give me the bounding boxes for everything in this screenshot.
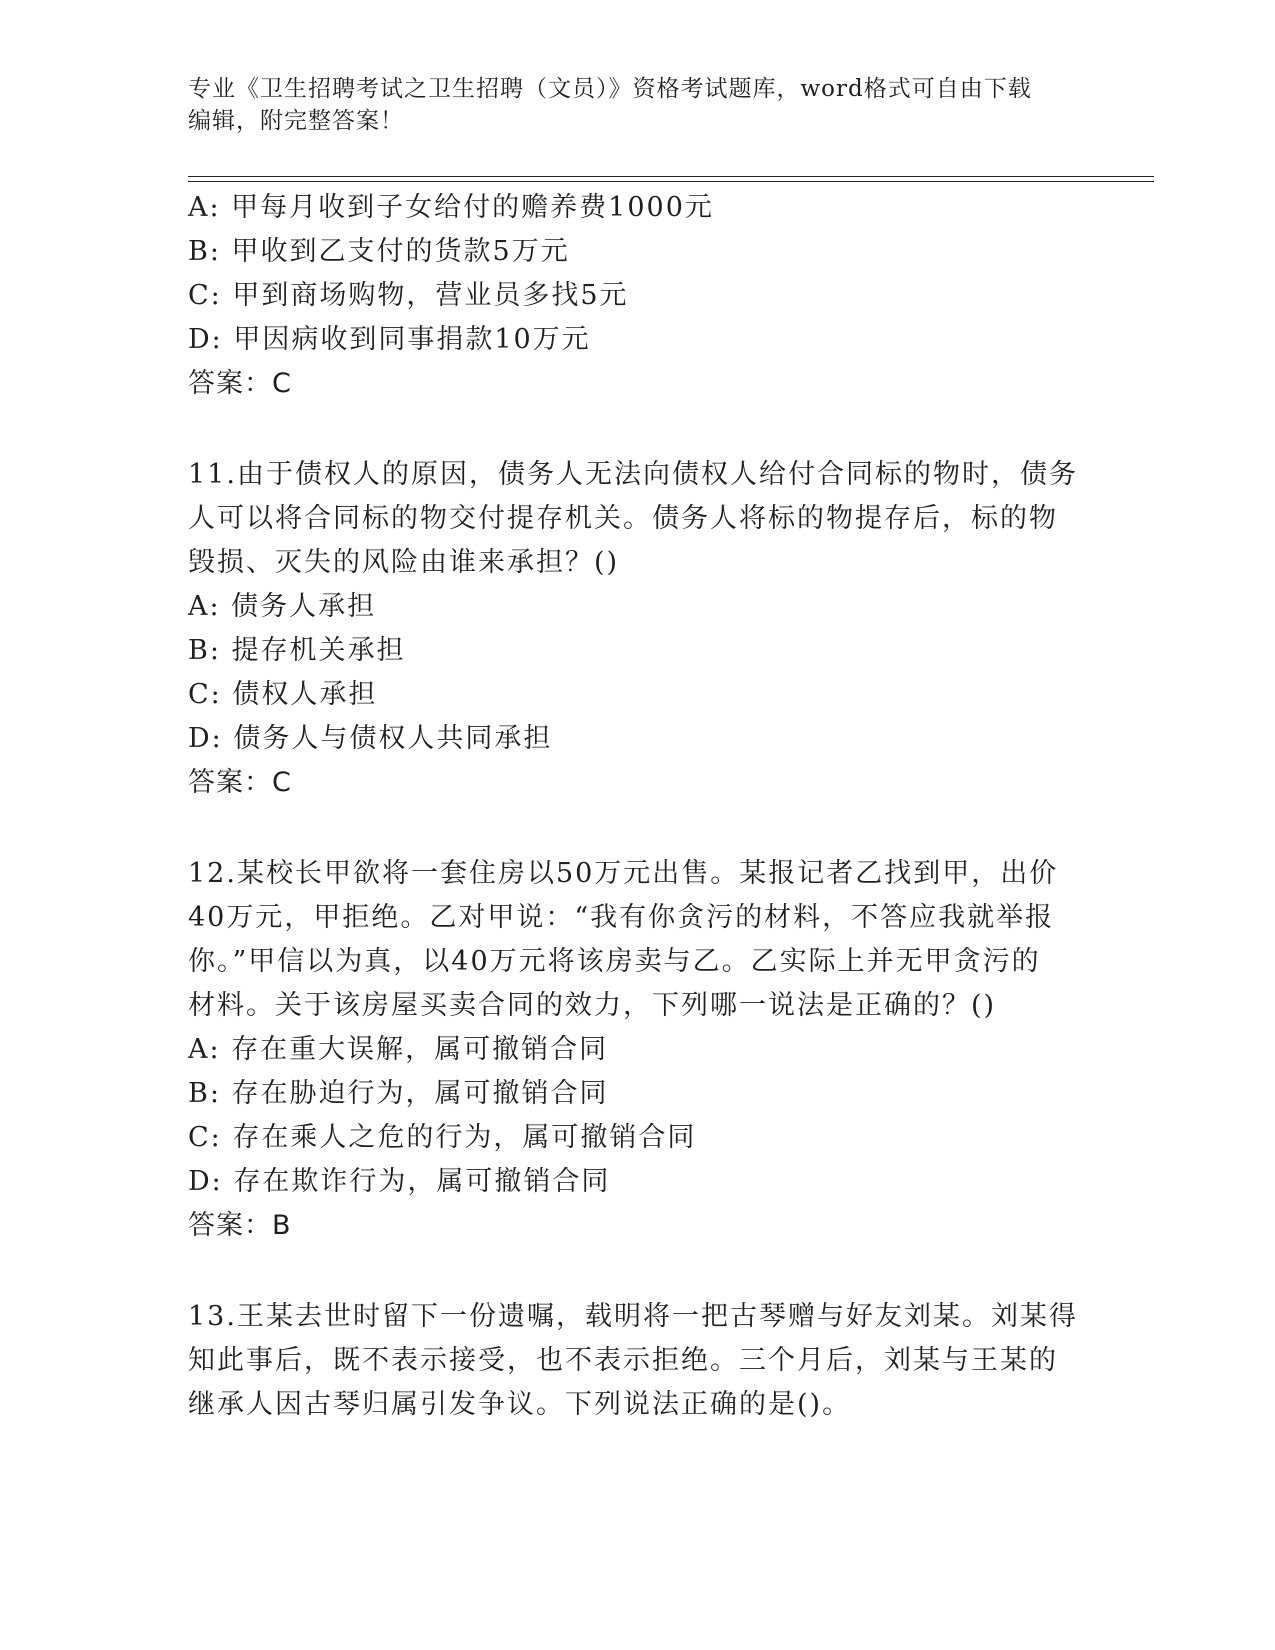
- document-header: [188, 73, 1088, 137]
- q12-option-d: D: 存在欺诈行为，属可撤销合同: [188, 1166, 611, 1197]
- q12-stem-line-2: 40万元，甲拒绝。乙对甲说：“我有你贪污的材料，不答应我就举报: [188, 902, 1055, 933]
- q11-answer: 答案：C: [188, 767, 292, 798]
- q10-option-c: C: 甲到商场购物，营业员多找5元: [188, 280, 629, 311]
- header-divider-second: [188, 181, 1154, 182]
- q11-option-b: B: 提存机关承担: [188, 635, 406, 666]
- q11-stem-line-1: 11.由于债权人的原因，债务人无法向债权人给付合同标的物时，债务: [188, 459, 1078, 490]
- header-line-1: 专业《卫生招聘考试之卫生招聘（文员）》资格考试题库，word格式可自由下载: [188, 76, 1032, 102]
- q12-option-c: C: 存在乘人之危的行为，属可撤销合同: [188, 1122, 697, 1153]
- q12-stem-line-4: 材料。关于该房屋买卖合同的效力，下列哪一说法是正确的？(): [188, 990, 997, 1021]
- q10-option-a: A: 甲每月收到子女给付的赡养费1000元: [188, 192, 714, 223]
- q12-option-b: B: 存在胁迫行为，属可撤销合同: [188, 1078, 609, 1109]
- q10-option-b: B: 甲收到乙支付的货款5万元: [188, 236, 570, 267]
- q10-option-d: D: 甲因病收到同事捐款10万元: [188, 324, 591, 355]
- q11-stem-line-3: 毁损、灭失的风险由谁来承担？(): [188, 547, 620, 578]
- q12-stem-line-3: 你。”甲信以为真，以40万元将该房卖与乙。乙实际上并无甲贪污的: [188, 946, 1041, 977]
- header-line-2: 编辑，附完整答案！: [188, 108, 404, 134]
- q10-answer: 答案：C: [188, 368, 292, 399]
- q13-stem-line-1: 13.王某去世时留下一份遗嘱，载明将一把古琴赠与好友刘某。刘某得: [188, 1301, 1078, 1332]
- q12-stem-line-1: 12.某校长甲欲将一套住房以50万元出售。某报记者乙找到甲，出价: [188, 858, 1059, 889]
- q12-option-a: A: 存在重大误解，属可撤销合同: [188, 1034, 609, 1065]
- q13-stem-line-2: 知此事后，既不表示接受，也不表示拒绝。三个月后，刘某与王某的: [188, 1345, 1058, 1376]
- q11-option-a: A: 债务人承担: [188, 591, 377, 622]
- q11-option-d: D: 债务人与债权人共同承担: [188, 723, 553, 754]
- q12-answer: 答案：B: [188, 1210, 292, 1241]
- q13-stem-line-3: 继承人因古琴归属引发争议。下列说法正确的是()。: [188, 1389, 852, 1420]
- q11-option-c: C: 债权人承担: [188, 679, 378, 710]
- q11-stem-line-2: 人可以将合同标的物交付提存机关。债务人将标的物提存后，标的物: [188, 503, 1058, 534]
- header-divider: [188, 176, 1154, 177]
